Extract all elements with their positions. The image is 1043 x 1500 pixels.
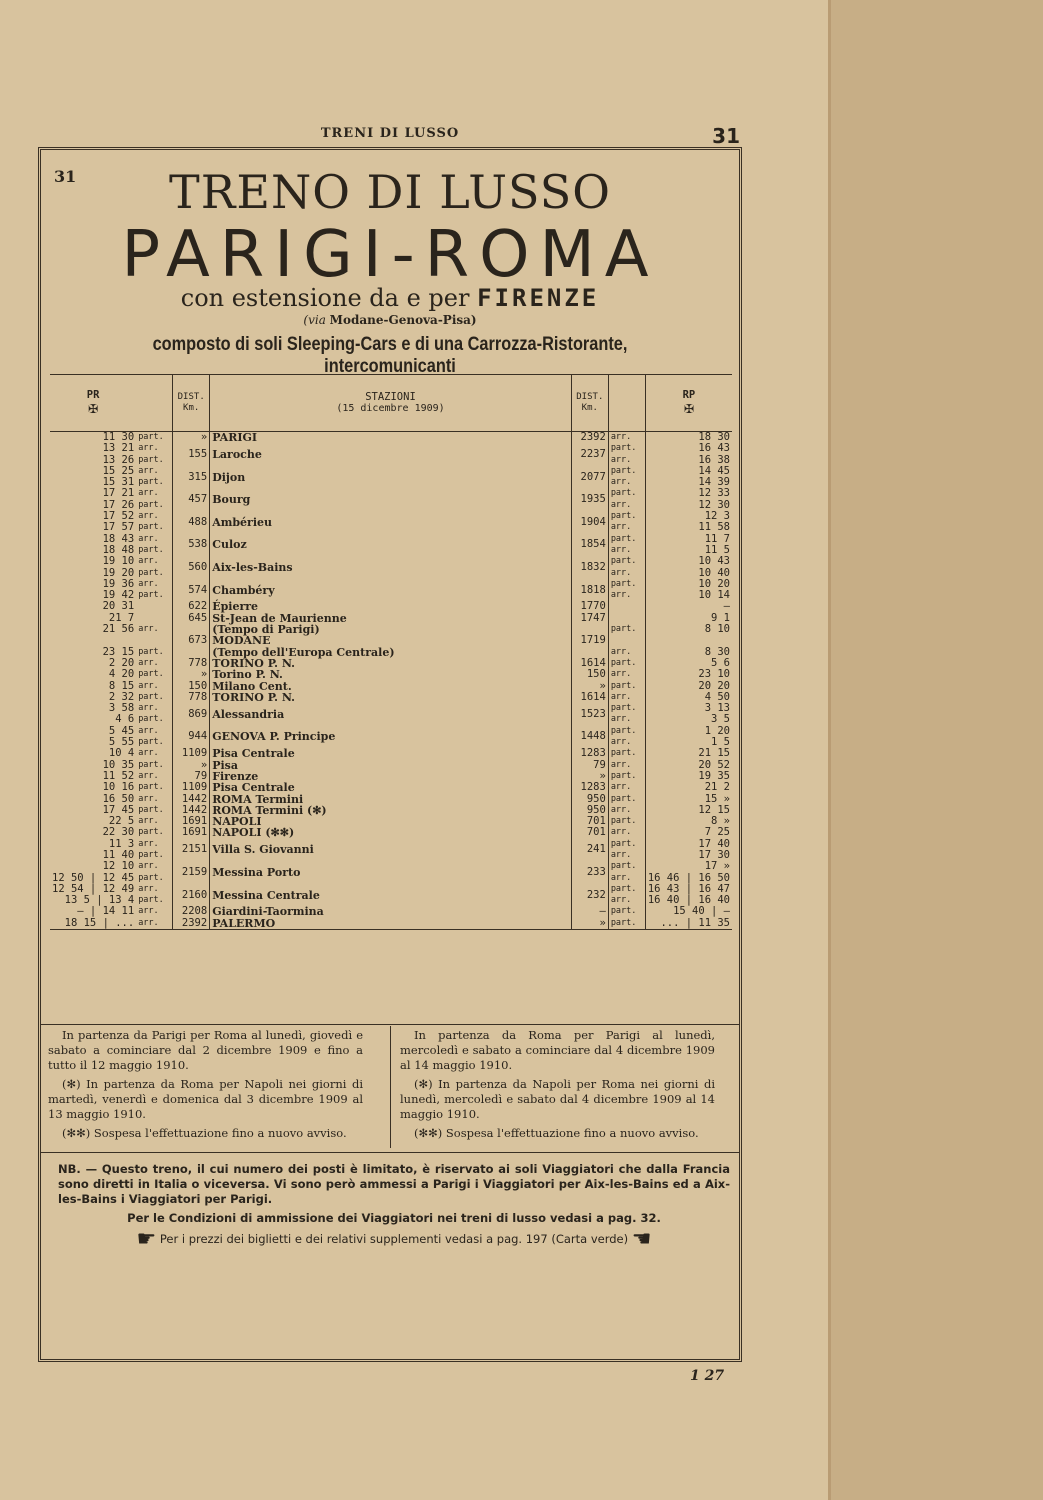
timetable-row	[50, 861, 732, 884]
cell-pr: 13 21 13 26	[102, 442, 135, 466]
cell-station: Dijon	[210, 466, 572, 489]
cell-pr: 19 10 19 20	[102, 555, 135, 579]
timetable-row	[50, 681, 732, 692]
cell-station: Pisa	[210, 760, 572, 771]
cell-station: GENOVA P. Principe	[210, 726, 572, 749]
cell-dist: 1442	[173, 794, 210, 805]
cell-pr	[50, 635, 136, 646]
cell-dist-2: 701	[571, 827, 608, 838]
cell-pr: 10 16	[102, 781, 135, 794]
cell-pr: 16 50	[102, 792, 135, 805]
cell-station: TORINO P. N.	[210, 658, 572, 669]
cell-dist: 2208	[173, 906, 210, 917]
cell-pr: 23 15	[102, 645, 135, 658]
cell-rp: ... | 11 35	[645, 918, 732, 930]
col-rp-arr-part	[608, 375, 645, 432]
cell-dist-2: 2237	[571, 443, 608, 466]
cell-rp: 23 10	[645, 669, 732, 680]
timetable-row	[50, 511, 732, 534]
cell-pr: — | 14 11	[77, 905, 135, 918]
cell-pr: 11 30	[102, 431, 135, 443]
cell-pr-arr-part: arr. part.	[138, 488, 164, 510]
cell-pr: 10 35	[102, 758, 135, 771]
cell-pr-arr-part: arr. part.	[138, 533, 164, 555]
title-line-3-pre: con estensione da e per	[180, 284, 470, 312]
cell-dist-2: 950	[571, 805, 608, 816]
cell-dist: 155	[173, 443, 210, 466]
cell-pr: 3 58 4 6	[108, 702, 135, 726]
cell-station: St-Jean de Maurienne	[210, 613, 572, 624]
timetable	[50, 374, 732, 930]
cell-rp-arr-part: arr.	[608, 782, 645, 793]
nb-block	[58, 1162, 730, 1252]
cell-pr: 2 20	[108, 656, 135, 669]
cell-rp-arr-part: part. arr.	[608, 703, 645, 726]
cell-dist: 673	[173, 635, 210, 646]
cell-station: PARIGI	[210, 432, 572, 444]
timetable-header-row	[50, 375, 732, 432]
cell-dist-2: 1614	[571, 692, 608, 703]
cell-dist: 150	[173, 681, 210, 692]
cell-rp-arr-part: part. arr.	[608, 579, 645, 602]
cell-rp: 5 6	[645, 658, 732, 669]
cell-pr: 10 4	[108, 747, 135, 760]
cell-pr-arr-part	[136, 601, 173, 612]
nb-top-rule	[40, 1152, 740, 1153]
cell-rp: 20 52	[645, 760, 732, 771]
timetable-row	[50, 703, 732, 726]
cell-dist: 944	[173, 726, 210, 749]
cell-rp: 16 43 | 16 47 16 40 | 16 40	[645, 884, 732, 907]
cell-rp-arr-part: part.	[608, 624, 645, 635]
cell-dist-2: »	[571, 771, 608, 782]
cell-station: (Tempo dell'Europa Centrale)	[210, 647, 572, 658]
cell-rp-arr-part	[608, 635, 645, 646]
timetable-number: 31	[54, 167, 77, 186]
cell-dist-2: 232	[571, 884, 608, 907]
cell-dist: 1109	[173, 782, 210, 793]
cell-rp: 21 15	[645, 748, 732, 759]
cell-pr: 18 43 18 48	[102, 532, 135, 556]
via-line	[40, 313, 740, 327]
timetable-row	[50, 771, 732, 782]
cell-dist-2: 1935	[571, 488, 608, 511]
timetable-row	[50, 692, 732, 703]
cell-rp: 19 35	[645, 771, 732, 782]
cell-dist-2: 1854	[571, 534, 608, 557]
title-line-3	[40, 284, 740, 312]
col-dist: DIST. Km.	[173, 375, 210, 432]
page-edge	[828, 0, 1043, 1500]
cell-dist: 488	[173, 511, 210, 534]
cell-station: Bourg	[210, 488, 572, 511]
col-pr-arr-part	[136, 375, 173, 432]
via-pre: (via	[303, 313, 326, 327]
timetable-row	[50, 658, 732, 669]
cell-rp-arr-part: part. arr.	[608, 839, 645, 862]
cell-pr: 8 15	[108, 679, 135, 692]
title-line-1: TRENO DI LUSSO	[169, 165, 611, 219]
cell-rp-arr-part: part. arr.	[608, 534, 645, 557]
cell-rp-arr-part: arr.	[608, 669, 645, 680]
cell-pr-arr-part	[136, 613, 173, 624]
cell-pr: 22 30	[102, 826, 135, 839]
cell-station: Alessandria	[210, 703, 572, 726]
col-dist-2: DIST. Km.	[571, 375, 608, 432]
note-right-2: (✻) In partenza da Napoli per Roma nei giorni di lunedì, mercoledì e sabato dal 4 dicembre 1909 al 14 maggio 1910.	[400, 1077, 715, 1121]
cell-dist: 2160	[173, 884, 210, 907]
timetable-row	[50, 635, 732, 646]
cell-dist: »	[173, 669, 210, 680]
cell-pr-arr-part: part.	[138, 804, 164, 815]
cell-dist-2: 1523	[571, 703, 608, 726]
cell-pr-arr-part: arr.	[138, 748, 159, 759]
cell-dist: 2159	[173, 861, 210, 884]
cell-dist-2: 150	[571, 669, 608, 680]
cell-rp-arr-part: arr.	[608, 827, 645, 838]
cell-dist: 778	[173, 692, 210, 703]
cell-pr: 17 52 17 57	[102, 510, 135, 534]
cell-pr-arr-part	[136, 635, 173, 646]
cell-station: Milano Cent.	[210, 681, 572, 692]
running-head	[40, 126, 740, 148]
cell-dist: 1691	[173, 816, 210, 827]
cell-station: NAPOLI (✻✻)	[210, 827, 572, 838]
composition-line: composto di soli Sleeping-Cars e di una Carrozza-Ristorante, intercomunicanti	[152, 334, 628, 377]
cell-dist: 79	[173, 771, 210, 782]
cell-rp-arr-part: part. arr.	[608, 488, 645, 511]
cell-rp-arr-part: part.	[608, 816, 645, 827]
cell-pr-arr-part: arr. part.	[138, 838, 164, 860]
pointing-hand-icon: ☛	[136, 1227, 157, 1252]
timetable-row	[50, 839, 732, 862]
cell-pr: 15 25 15 31	[102, 464, 135, 489]
cell-dist: 538	[173, 534, 210, 557]
cell-dist-2: 2077	[571, 466, 608, 489]
cell-pr-arr-part: arr.	[138, 816, 159, 827]
cell-pr: 12 10 12 50 | 12 45	[52, 860, 135, 884]
cell-rp: 15 »	[645, 794, 732, 805]
cell-dist-2: 1904	[571, 511, 608, 534]
cell-pr: 11 3 11 40	[102, 837, 135, 861]
cell-station: Torino P. N.	[210, 669, 572, 680]
cell-pr-arr-part: arr. part.	[138, 861, 164, 883]
cell-rp-arr-part: arr.	[608, 432, 645, 444]
cell-station: Chambéry	[210, 579, 572, 602]
timetable-row	[50, 918, 732, 930]
cell-dist: 560	[173, 556, 210, 579]
cell-dist-2: 241	[571, 839, 608, 862]
timetable-row	[50, 782, 732, 793]
prices-line	[58, 1227, 730, 1252]
cell-dist-2: »	[571, 918, 608, 930]
cell-pr-arr-part: part.	[138, 646, 164, 657]
cell-pr: 11 52	[102, 769, 135, 782]
cell-pr-arr-part: arr.	[138, 624, 159, 635]
cell-pr-arr-part: part.	[138, 782, 164, 793]
note-right-1: In partenza da Roma per Parigi al lunedì, mercoledì e sabato a cominciare dal 4 dicembre 1909 al 14 maggio 1910.	[400, 1028, 715, 1072]
signature-number: 1 27	[690, 1368, 725, 1384]
timetable-row	[50, 906, 732, 917]
cell-station: ROMA Termini	[210, 794, 572, 805]
cell-dist-2: —	[571, 906, 608, 917]
cell-dist-2: 1283	[571, 748, 608, 759]
prices-text: Per i prezzi dei biglietti e dei relativi supplementi vedasi a pag. 197 (Carta verde)	[159, 1232, 629, 1246]
col-rp: RP ✠	[645, 375, 732, 432]
timetable-row	[50, 748, 732, 759]
timetable-row	[50, 669, 732, 680]
page-edge-line	[828, 0, 831, 1500]
cell-rp-arr-part: part. arr.	[608, 726, 645, 749]
cell-dist-2: »	[571, 681, 608, 692]
cell-dist-2: 1448	[571, 726, 608, 749]
cell-rp-arr-part	[608, 601, 645, 612]
cell-dist: 1691	[173, 827, 210, 838]
timetable-row	[50, 432, 732, 444]
cell-rp-arr-part: arr.	[608, 692, 645, 703]
cell-pr-arr-part: arr. part.	[138, 556, 164, 578]
cell-rp: —	[645, 601, 732, 612]
cell-dist-2: 1770	[571, 601, 608, 612]
cell-station: Pisa Centrale	[210, 748, 572, 759]
pointing-hand-left-icon: ☚	[631, 1227, 652, 1252]
cell-rp-arr-part: arr.	[608, 760, 645, 771]
cell-rp-arr-part: part. arr.	[608, 861, 645, 884]
cell-dist-2: 1747	[571, 613, 608, 624]
cell-pr-arr-part: part.	[138, 691, 164, 702]
cell-pr-arr-part: part.	[138, 759, 164, 770]
cell-pr: 2 32	[108, 690, 135, 703]
timetable-row	[50, 647, 732, 658]
timetable-row	[50, 556, 732, 579]
timetable-row	[50, 760, 732, 771]
notes-top-rule	[40, 1024, 740, 1025]
timetable-row	[50, 579, 732, 602]
cell-station: Villa S. Giovanni	[210, 839, 572, 862]
cell-pr: 17 45	[102, 803, 135, 816]
cell-pr-arr-part: arr.	[138, 917, 159, 928]
cell-dist: 622	[173, 601, 210, 612]
timetable-row	[50, 466, 732, 489]
cell-dist: 315	[173, 466, 210, 489]
cell-dist: 2151	[173, 839, 210, 862]
cell-pr-arr-part: arr.	[138, 657, 159, 668]
cell-dist: 574	[173, 579, 210, 602]
cell-rp: 11 7 11 5	[645, 534, 732, 557]
cell-pr-arr-part: part.	[138, 669, 164, 680]
via-route: Modane-Genova-Pisa)	[329, 313, 477, 327]
cell-rp: 20 20	[645, 681, 732, 692]
cell-rp: 15 40 | —	[645, 906, 732, 917]
cell-dist: »	[173, 760, 210, 771]
cell-rp-arr-part: part.	[608, 681, 645, 692]
cell-dist-2: 1818	[571, 579, 608, 602]
timetable-row	[50, 884, 732, 907]
cell-rp: 12 3 11 58	[645, 511, 732, 534]
cell-pr-arr-part: arr. part.	[138, 703, 164, 725]
cell-rp: 12 33 12 30	[645, 488, 732, 511]
timetable-row	[50, 726, 732, 749]
running-head-title: TRENI DI LUSSO	[320, 126, 460, 141]
timetable-row	[50, 827, 732, 838]
cell-rp: 16 43 16 38	[645, 443, 732, 466]
cell-dist: 2392	[173, 918, 210, 930]
cell-pr: 21 7	[108, 611, 135, 624]
cell-rp: 4 50	[645, 692, 732, 703]
cell-rp: 10 43 10 40	[645, 556, 732, 579]
cell-dist-2: 1832	[571, 556, 608, 579]
cell-station: Épierre	[210, 601, 572, 612]
cell-pr-arr-part: arr. part.	[138, 725, 164, 748]
cell-pr-arr-part: arr.	[138, 680, 159, 691]
cell-pr-arr-part: part.	[138, 432, 164, 442]
timetable-row	[50, 805, 732, 816]
title-line-2: PARIGI-ROMA	[121, 218, 659, 292]
cell-station: PALERMO	[210, 918, 572, 930]
cell-dist: »	[173, 432, 210, 444]
nb-text: NB. — Questo treno, il cui numero dei posti è limitato, è riservato ai soli Viaggiatori che dalla Francia sono diretti in Italia o viceversa. Vi sono però ammessi a Parigi i Viaggiatori per Aix-les-Bains ed a Aix-les-Bains i Viaggiatori per Parigi.	[58, 1162, 730, 1206]
cell-rp-arr-part: part.	[608, 794, 645, 805]
running-head-page: 31	[712, 124, 740, 148]
cell-pr-arr-part: arr. part.	[138, 443, 164, 465]
cell-station: NAPOLI	[210, 816, 572, 827]
timetable-row	[50, 534, 732, 557]
cell-pr-arr-part: part.	[138, 827, 164, 838]
timetable-row	[50, 488, 732, 511]
col-stazioni: STAZIONI (15 dicembre 1909)	[210, 375, 572, 432]
cell-rp-arr-part: part. arr.	[608, 443, 645, 466]
cell-station: Laroche	[210, 443, 572, 466]
cell-dist-2: 233	[571, 861, 608, 884]
cell-pr: 19 36 19 42	[102, 577, 135, 602]
cell-rp: 18 30	[645, 432, 732, 444]
timetable-row	[50, 624, 732, 635]
cell-dist-2: 2392	[571, 432, 608, 444]
cell-rp: 7 25	[645, 827, 732, 838]
cell-pr: 22 5	[108, 815, 135, 828]
cell-station: Culoz	[210, 534, 572, 557]
timetable-row	[50, 816, 732, 827]
cell-rp: 17 40 17 30	[645, 839, 732, 862]
cell-rp: 8 30	[645, 647, 732, 658]
notes-right	[400, 1028, 715, 1145]
notes-left	[48, 1028, 363, 1145]
cell-pr-arr-part: arr. part.	[138, 511, 164, 533]
cell-dist: 645	[173, 613, 210, 624]
cell-station: Firenze	[210, 771, 572, 782]
cell-rp-arr-part: part.	[608, 771, 645, 782]
cell-rp-arr-part: part. arr.	[608, 466, 645, 489]
cell-rp: 8 10	[645, 624, 732, 635]
cell-pr: 4 20	[108, 668, 135, 681]
cell-dist-2: 79	[571, 760, 608, 771]
timetable-row	[50, 613, 732, 624]
cell-dist: 1442	[173, 805, 210, 816]
cell-rp: 17 » 16 46 | 16 50	[645, 861, 732, 884]
cell-station: Messina Porto	[210, 861, 572, 884]
cell-rp: 9 1	[645, 613, 732, 624]
title-line-3-city: FIRENZE	[477, 284, 600, 312]
note-right-3: (✻✻) Sospesa l'effettuazione fino a nuovo avviso.	[414, 1126, 699, 1140]
cell-station: Messina Centrale	[210, 884, 572, 907]
cell-pr: 20 31	[102, 600, 135, 613]
cell-dist-2: 950	[571, 794, 608, 805]
cell-rp: 1 20 1 5	[645, 726, 732, 749]
cell-dist-2: 1614	[571, 658, 608, 669]
cell-station: (Tempo di Parigi)	[210, 624, 572, 635]
cell-pr-arr-part: arr.	[138, 906, 159, 917]
cell-rp-arr-part: part. arr.	[608, 884, 645, 907]
cell-station: ROMA Termini (✻)	[210, 805, 572, 816]
cell-rp-arr-part: arr.	[608, 805, 645, 816]
cell-dist-2: 701	[571, 816, 608, 827]
conditions-text: Per le Condizioni di ammissione dei Viaggiatori nei treni di lusso vedasi a pag. 32.	[127, 1211, 661, 1225]
cell-station: MODANE	[210, 635, 572, 646]
cell-pr-arr-part: arr.	[138, 770, 159, 781]
cell-dist: 1109	[173, 748, 210, 759]
note-left-2: (✻) In partenza da Roma per Napoli nei giorni di martedì, venerdì e domenica dal 3 dicembre 1909 al 13 maggio 1910.	[48, 1077, 363, 1121]
timetable-row	[50, 443, 732, 466]
cell-dist: 457	[173, 488, 210, 511]
cell-pr: 21 56	[102, 623, 135, 636]
cell-pr-arr-part: arr. part.	[138, 465, 164, 488]
cell-dist-2: 1283	[571, 782, 608, 793]
cell-pr-arr-part: arr. part.	[138, 578, 164, 601]
cell-rp-arr-part: part.	[608, 748, 645, 759]
cell-rp-arr-part: part.	[608, 918, 645, 930]
cell-rp: 3 13 3 5	[645, 703, 732, 726]
cell-pr: 17 21 17 26	[102, 487, 135, 511]
timetable-row	[50, 601, 732, 612]
cell-rp-arr-part: part.	[608, 906, 645, 917]
cell-rp	[645, 635, 732, 646]
cell-rp: 21 2	[645, 782, 732, 793]
cell-pr-arr-part: arr. part.	[138, 883, 164, 906]
note-left-1: In partenza da Parigi per Roma al lunedì, giovedì e sabato a cominciare dal 2 dicembre 1909 e fino a tutto il 12 maggio 1910.	[48, 1028, 363, 1072]
col-pr: PR ✠	[50, 375, 136, 432]
cell-pr: 12 54 | 12 49 13 5 | 13 4	[52, 882, 135, 907]
note-left-3: (✻✻) Sospesa l'effettuazione fino a nuovo avviso.	[62, 1126, 347, 1140]
cell-rp-arr-part: part.	[608, 658, 645, 669]
notes-column-rule	[390, 1026, 391, 1148]
cell-pr-arr-part: arr.	[138, 793, 159, 804]
cell-dist-2: 1719	[571, 635, 608, 646]
timetable-row	[50, 794, 732, 805]
cell-rp: 8 »	[645, 816, 732, 827]
cell-dist: 869	[173, 703, 210, 726]
cell-station: Giardini-Taormina	[210, 906, 572, 917]
cell-rp-arr-part	[608, 613, 645, 624]
cell-pr: 5 45 5 55	[108, 724, 135, 749]
cell-rp-arr-part: arr.	[608, 647, 645, 658]
cell-rp: 12 15	[645, 805, 732, 816]
cell-station: Aix-les-Bains	[210, 556, 572, 579]
cell-station: TORINO P. N.	[210, 692, 572, 703]
cell-station: Pisa Centrale	[210, 782, 572, 793]
cell-dist: 778	[173, 658, 210, 669]
cell-rp: 14 45 14 39	[645, 466, 732, 489]
cell-rp: 10 20 10 14	[645, 579, 732, 602]
cell-rp-arr-part: part. arr.	[608, 556, 645, 579]
cell-station: Ambérieu	[210, 511, 572, 534]
cell-pr: 18 15 | ...	[64, 916, 135, 929]
cell-rp-arr-part: part. arr.	[608, 511, 645, 534]
